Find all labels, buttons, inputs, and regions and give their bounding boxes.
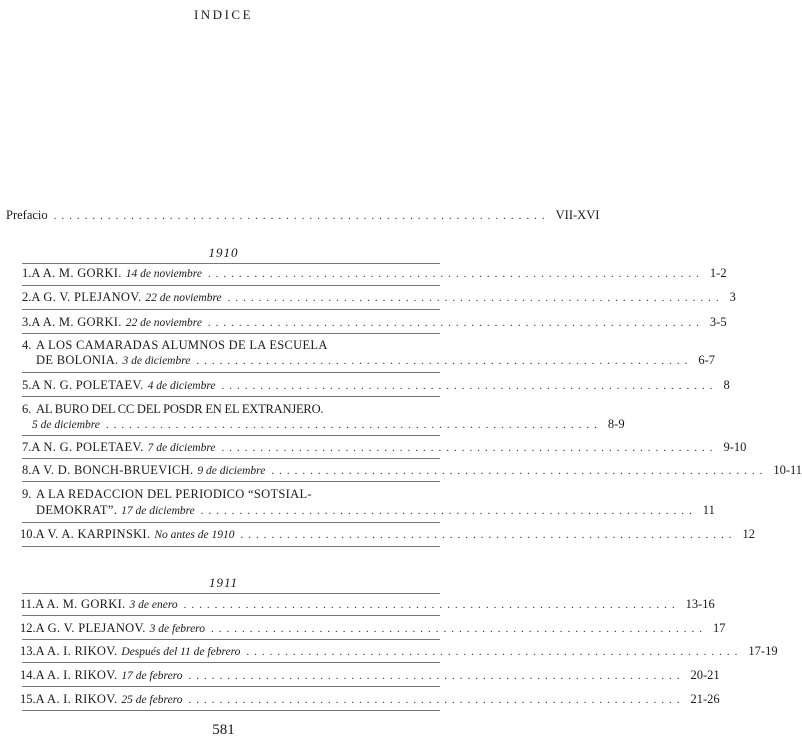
leader-dots: ................................................................ xyxy=(188,670,685,682)
leader-dots: ................................................................ xyxy=(207,317,704,329)
entry-date: 3 de diciembre xyxy=(122,355,191,367)
section-divider xyxy=(22,263,440,264)
leader-dots: ................................................................ xyxy=(196,355,693,367)
toc-entry xyxy=(22,315,727,330)
entry-date: Después del 11 de febrero xyxy=(121,646,241,658)
entry-date: 22 de noviembre xyxy=(145,292,222,304)
entry-title: A A. I. RIKOV. xyxy=(35,644,118,658)
entry-pages: 13-16 xyxy=(685,597,715,611)
section-divider xyxy=(22,710,440,711)
entry-date: 17 de febrero xyxy=(121,670,183,682)
entry-title: A V. A. KARPINSKI. xyxy=(35,527,151,541)
entry-pages: 3-5 xyxy=(709,315,727,329)
entry-divider xyxy=(22,309,440,310)
entry-date: 9 de diciembre xyxy=(197,465,266,477)
page-title: INDICE xyxy=(193,7,254,22)
leader-dots: ................................................................ xyxy=(183,599,680,611)
entry-pages: 6-7 xyxy=(698,353,716,367)
section-year-1911: 1911 xyxy=(208,575,239,590)
toc-entry-continued xyxy=(32,417,625,432)
entry-pages: 17-19 xyxy=(748,644,778,658)
entry-pages: 20-21 xyxy=(690,668,720,682)
entry-number: 11. xyxy=(20,597,36,611)
entry-title: A G. V. PLEJANOV. xyxy=(31,290,142,304)
entry-divider xyxy=(22,372,440,373)
entry-title-line2: DEMOKRAT”. xyxy=(36,503,118,517)
leader-dots: ................................................................ xyxy=(188,694,685,706)
section-year-1910: 1910 xyxy=(208,245,239,260)
section-divider xyxy=(22,593,440,594)
entry-title: A V. D. BONCH-BRUEVICH. xyxy=(31,463,194,477)
entry-number: 10. xyxy=(20,527,36,541)
entry-divider xyxy=(22,458,440,459)
entry-divider xyxy=(22,481,440,482)
entry-divider xyxy=(22,686,440,687)
entry-pages: 8 xyxy=(723,378,730,392)
entry-title: A A. M. GORKI. xyxy=(35,597,126,611)
leader-dots: ................................................................ xyxy=(221,380,718,392)
toc-entry-continued xyxy=(36,353,716,368)
entry-date: 14 de noviembre xyxy=(125,268,202,280)
entry-pages: 17 xyxy=(712,621,726,635)
entry-date: 17 de diciembre xyxy=(121,505,195,517)
entry-pages: 11 xyxy=(702,503,715,517)
toc-entry xyxy=(20,668,720,683)
entry-pages: 1-2 xyxy=(709,266,727,280)
leader-dots: ................................................................ xyxy=(240,529,737,541)
entry-number: 15. xyxy=(20,692,36,706)
preface-label: Prefacio xyxy=(6,208,48,222)
section-divider xyxy=(22,546,440,547)
entry-title: A A. M. GORKI. xyxy=(31,315,122,329)
leader-dots: ................................................................ xyxy=(207,268,704,280)
toc-entry xyxy=(22,487,312,502)
entry-pages: 21-26 xyxy=(690,692,720,706)
entry-pages: 9-10 xyxy=(723,440,747,454)
entry-title: A A. I. RIKOV. xyxy=(35,692,118,706)
toc-entry xyxy=(22,266,727,281)
toc-entry xyxy=(22,440,747,455)
entry-number: 8. xyxy=(22,463,32,477)
entry-divider xyxy=(22,615,440,616)
entry-date: 25 de febrero xyxy=(121,694,183,706)
entry-date: No antes de 1910 xyxy=(154,529,235,541)
entry-divider xyxy=(22,662,440,663)
entry-divider xyxy=(22,522,440,523)
entry-number: 6. xyxy=(22,402,32,416)
leader-dots: ................................................................ xyxy=(271,465,768,477)
toc-entry xyxy=(22,338,328,353)
entry-number: 1. xyxy=(22,266,32,280)
leader-dots: ................................................................ xyxy=(227,292,724,304)
toc-entry xyxy=(20,527,756,542)
leader-dots: ................................................................ xyxy=(246,646,743,658)
leader-dots: ................................................................ xyxy=(221,442,718,454)
entry-divider xyxy=(22,285,440,286)
toc-entry xyxy=(22,402,323,417)
entry-divider xyxy=(22,396,440,397)
entry-number: 7. xyxy=(22,440,32,454)
entry-date: 22 de noviembre xyxy=(125,317,202,329)
entry-title: A G. V. PLEJANOV. xyxy=(35,621,146,635)
entry-divider xyxy=(22,435,440,436)
toc-entry-preface xyxy=(6,208,600,223)
entry-number: 5. xyxy=(22,378,32,392)
entry-date: 3 de febrero xyxy=(149,623,205,635)
entry-title-line2: DE BOLONIA. xyxy=(36,353,119,367)
toc-entry xyxy=(22,290,736,305)
page-number: 581 xyxy=(212,722,235,738)
entry-number: 4. xyxy=(22,338,32,352)
leader-dots: ................................................................ xyxy=(105,419,602,431)
entry-pages: 3 xyxy=(729,290,736,304)
entry-divider xyxy=(22,639,440,640)
entry-title: A N. G. POLETAEV. xyxy=(31,440,144,454)
entry-title: A LOS CAMARADAS ALUMNOS DE LA ESCUELA xyxy=(36,338,328,352)
toc-entry xyxy=(20,621,726,636)
entry-title: A A. M. GORKI. xyxy=(31,266,122,280)
entry-number: 9. xyxy=(22,487,32,501)
entry-pages: 8-9 xyxy=(607,417,625,431)
entry-date: 4 de diciembre xyxy=(147,380,216,392)
toc-entry-continued xyxy=(36,503,715,518)
entry-title: A A. I. RIKOV. xyxy=(35,668,118,682)
leader-dots: ................................................................ xyxy=(200,505,697,517)
preface-pages: VII-XVI xyxy=(555,208,600,222)
entry-pages: 10-11 xyxy=(773,463,802,477)
entry-pages: 12 xyxy=(742,527,756,541)
leader-dots: ................................................................ xyxy=(210,623,707,635)
toc-entry xyxy=(22,378,730,393)
toc-entry xyxy=(20,692,720,707)
entry-number: 3. xyxy=(22,315,32,329)
leader-dots: ................................................................ xyxy=(53,210,550,222)
entry-number: 12. xyxy=(20,621,36,635)
toc-entry xyxy=(20,644,778,659)
entry-title: AL BURO DEL CC DEL POSDR EN EL EXTRANJERO. xyxy=(36,402,324,416)
entry-divider xyxy=(22,333,440,334)
entry-date: 3 de enero xyxy=(129,599,178,611)
entry-number: 14. xyxy=(20,668,36,682)
entry-date: 5 de diciembre xyxy=(32,419,100,431)
entry-title: A N. G. POLETAEV. xyxy=(31,378,144,392)
toc-entry xyxy=(22,463,802,478)
entry-title: A LA REDACCION DEL PERIODICO “SOTSIAL- xyxy=(36,487,312,501)
toc-entry xyxy=(20,597,715,612)
entry-number: 2. xyxy=(22,290,32,304)
entry-number: 13. xyxy=(20,644,36,658)
entry-date: 7 de diciembre xyxy=(147,442,216,454)
